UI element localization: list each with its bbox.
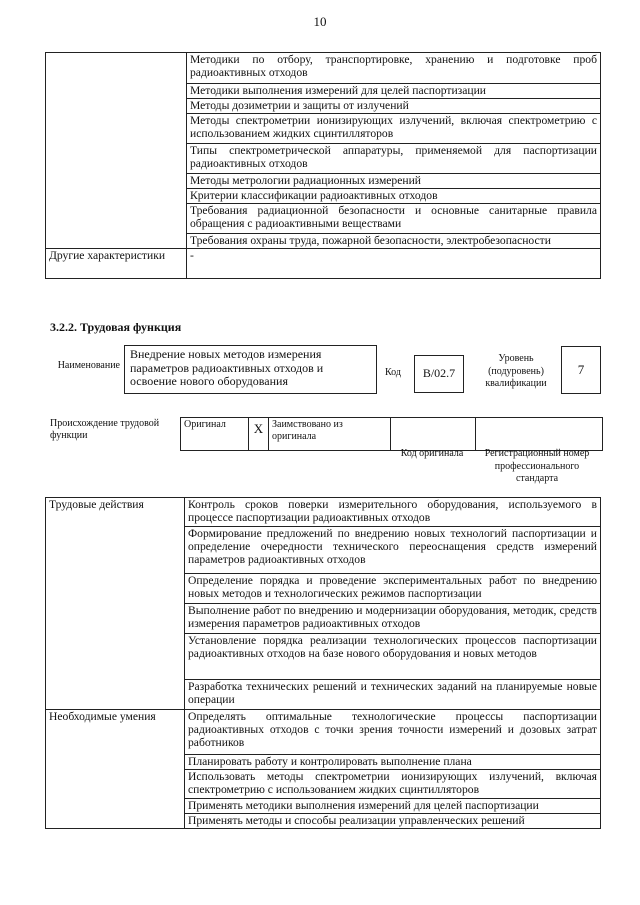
skill-item: Определять оптимальные технологические процессы паспортизации радиоактивных отходов с точки зрения точности измерений и дозовых затрат работников (185, 710, 601, 755)
knowledge-table (45, 52, 601, 279)
code-label: Код (385, 367, 401, 378)
registration-number-cell (476, 418, 603, 451)
knowledge-item: Методы метрологии радиационных измерений (187, 174, 601, 189)
other-characteristics-value: - (187, 249, 601, 279)
action-item: Определение порядка и проведение экспериментальных работ по внедрению новых методов и технологических режимов паспортизации (185, 574, 601, 604)
actions-label: Трудовые действия (46, 498, 185, 710)
skill-item: Применять методики выполнения измерений для целей паспортизации (185, 799, 601, 814)
original-mark: X (249, 418, 269, 451)
knowledge-item: Методики по отбору, транспортировке, хранению и подготовке проб радиоактивных отходов (187, 53, 601, 84)
action-item: Контроль сроков поверки измерительного оборудования, используемого в процессе паспортизации радиоактивных отходов (185, 498, 601, 527)
skills-label: Необходимые умения (46, 710, 185, 829)
function-name-box: Внедрение новых методов измерения параметров радиоактивных отходов и освоение нового оборудования (124, 345, 377, 394)
level-label: Уровень (подуровень) квалификации (485, 353, 547, 389)
action-item: Установление порядка реализации технологических процессов паспортизации радиоактивных отходов на базе нового оборудования и новых методов (185, 634, 601, 680)
level-box: 7 (561, 346, 601, 394)
knowledge-item: Требования радиационной безопасности и основные санитарные правила обращения с радиоактивными веществами (187, 204, 601, 234)
knowledge-item: Методы дозиметрии и защиты от излучений (187, 99, 601, 114)
action-item: Выполнение работ по внедрению и модернизации оборудования, методик, средств измерения параметров радиоактивных отходов (185, 604, 601, 634)
action-item: Разработка технических решений и технических заданий на планируемые новые операции (185, 680, 601, 710)
original-code-caption: Код оригинала (400, 448, 464, 459)
original-code-cell (391, 418, 476, 451)
code-box: B/02.7 (414, 355, 464, 393)
name-label: Наименование (57, 360, 120, 371)
knowledge-item: Требования охраны труда, пожарной безопасности, электробезопасности (187, 234, 601, 249)
skill-item: Планировать работу и контролировать выполнение плана (185, 755, 601, 770)
actions-skills-table (45, 497, 601, 829)
knowledge-item: Методики выполнения измерений для целей паспортизации (187, 84, 601, 99)
section-title: 3.2.2. Трудовая функция (50, 320, 182, 334)
borrowed-cell: Заимствовано из оригинала (269, 418, 391, 451)
origin-label: Происхождение трудовой функции (50, 418, 160, 441)
knowledge-label-cell (46, 53, 187, 249)
knowledge-item: Типы спектрометрической аппаратуры, применяемой для паспортизации радиоактивных отходов (187, 144, 601, 174)
skill-item: Применять методы и способы реализации управленческих решений (185, 814, 601, 829)
action-item: Формирование предложений по внедрению новых технологий паспортизации и определение очередности технического переоснащения средств измерений параметров радиоактивных отходов (185, 527, 601, 574)
knowledge-item: Критерии классификации радиоактивных отходов (187, 189, 601, 204)
origin-table (180, 417, 603, 451)
page-number: 10 (313, 14, 327, 29)
registration-number-caption: Регистрационный номер профессионального стандарта (484, 448, 590, 484)
original-cell: Оригинал (181, 418, 249, 451)
skill-item: Использовать методы спектрометрии ионизирующих излучений, включая спектрометрию с использованием жидких сцинтилляторов (185, 770, 601, 799)
other-characteristics-label: Другие характеристики (46, 249, 187, 279)
knowledge-item: Методы спектрометрии ионизирующих излучений, включая спектрометрию с использованием жидких сцинтилляторов (187, 114, 601, 144)
